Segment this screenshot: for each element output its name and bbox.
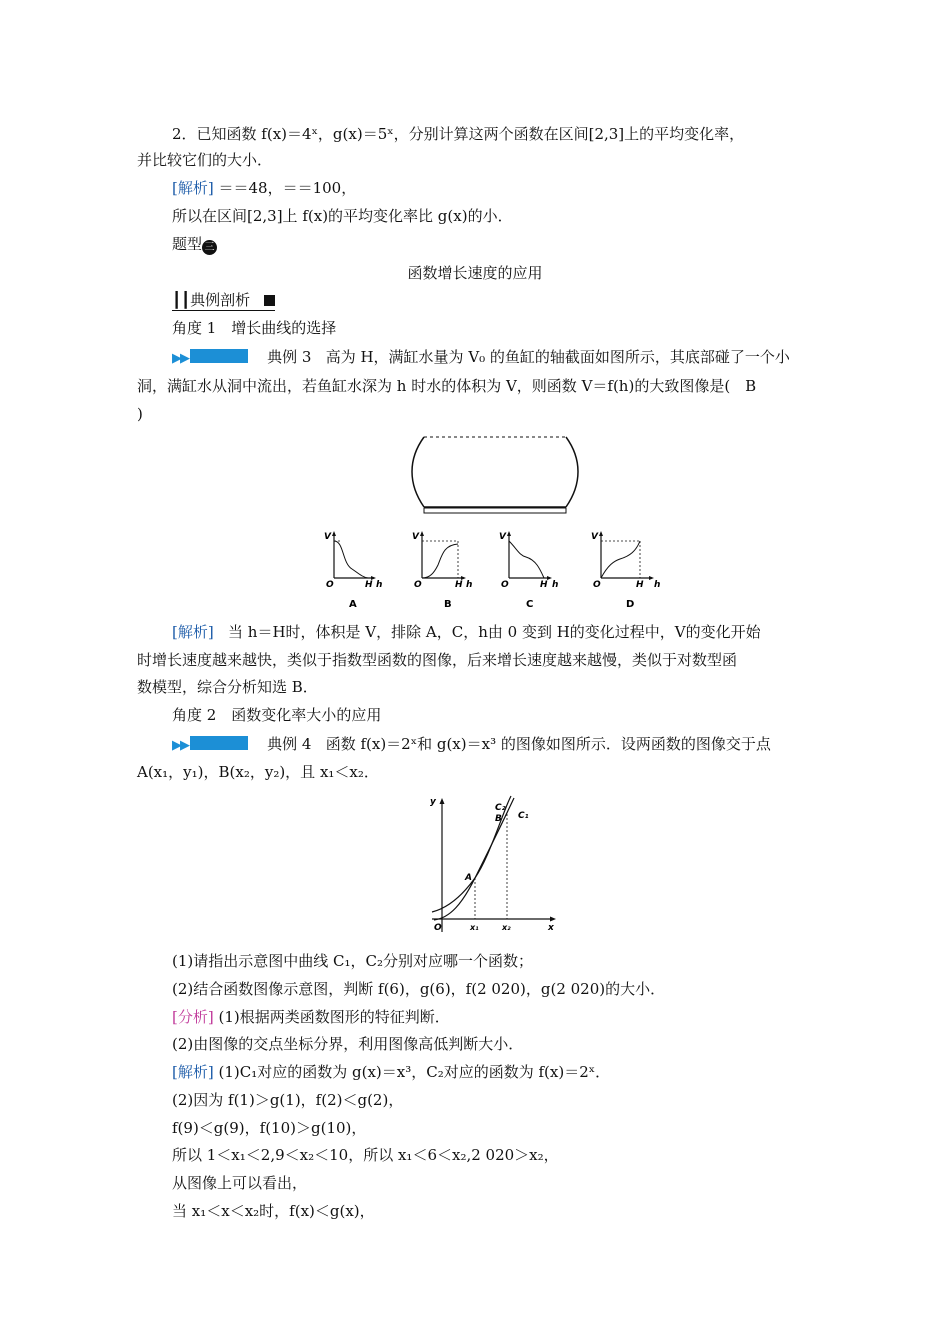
example-analysis-label: 典例剖析 <box>190 291 251 309</box>
origin-label-a: O <box>326 580 334 590</box>
ex3-solution-line2: 时增长速度越来越快，类似于指数型函数的图像，后来增长速度越来越慢，类似于对数型函 <box>137 651 738 669</box>
ex3-line3: ) <box>137 405 143 423</box>
option-b-graph <box>412 531 472 610</box>
ex4-solution-line3: f(9)＜g(9)，f(10)＞g(10)， <box>172 1119 367 1137</box>
ex4-solution-line4: 所以 1＜x₁＜2,9＜x₂＜10，所以 x₁＜6＜x₂,2 020＞x₂， <box>172 1146 559 1164</box>
ex3-line2: 洞，满缸水从洞中流出，若鱼缸水深为 h 时水的体积为 V，则函数 V＝f(h)的大致图像是( B <box>137 377 757 395</box>
axis-h-label-b: h <box>466 580 473 590</box>
ex4-text1: 函数 f(x)＝2ˣ和 g(x)＝x³ 的图像如图所示．设两函数的图像交于点 <box>325 735 771 753</box>
q2-conclusion: 所以在区间[2,3]上 f(x)的平均变化率比 g(x)的小． <box>172 207 513 225</box>
curve-c2-label: C₂ <box>495 803 506 813</box>
ex4-line2: A(x₁，y₁)，B(x₂，y₂)，且 x₁＜x₂． <box>137 763 379 781</box>
square-icon <box>264 295 275 306</box>
x1-tick-label: x₁ <box>470 923 479 932</box>
option-c-graph <box>499 531 558 610</box>
axis-h-label-d: h <box>654 580 661 590</box>
ex3-label: 典例 3 <box>267 348 312 366</box>
graph-x-label: x <box>548 923 554 933</box>
ex3-text1: 高为 H，满缸水量为 V₀ 的鱼缸的轴截面如图所示，其底部碰了一个小 <box>325 348 790 366</box>
double-arrow-icon: ▶▶ <box>172 738 188 753</box>
double-arrow-icon: ▶▶ <box>172 351 188 366</box>
point-a-label: A <box>465 873 472 883</box>
h-cap-label-a: H <box>365 580 373 590</box>
analysis-line2: (2)由图像的交点坐标分界，利用图像高低判断大小． <box>172 1035 524 1053</box>
option-c-label: C <box>526 599 534 610</box>
option-graphs <box>318 525 668 615</box>
example-marker-bar <box>190 349 248 363</box>
intersection-graph <box>420 792 570 942</box>
analysis-line1 <box>172 1006 450 1028</box>
angle1-heading: 角度 1 增长曲线的选择 <box>172 319 337 337</box>
axis-v-label-a: V <box>324 532 331 542</box>
ex4-solution-line2: (2)因为 f(1)＞g(1)，f(2)＜g(2)， <box>172 1091 404 1109</box>
jiexi-tag: [解析] <box>172 179 214 197</box>
example-analysis-heading: ┃┃典例剖析 <box>172 289 275 311</box>
fish-tank-figure <box>410 434 580 516</box>
option-b-label: B <box>444 599 452 610</box>
q2-line1: 2．已知函数 f(x)＝4ˣ，g(x)＝5ˣ，分别计算这两个函数在区间[2,3]上的平均变化率， <box>172 125 745 143</box>
ex4-solution-line5: 从图像上可以看出， <box>172 1174 308 1192</box>
origin-label-b: O <box>414 580 422 590</box>
curve-c1-label: C₁ <box>518 811 529 821</box>
axis-h-label-c: h <box>552 580 559 590</box>
option-a-label: A <box>349 599 357 610</box>
point-b-label: B <box>495 814 502 824</box>
option-d-graph <box>591 531 660 610</box>
example-marker-bar <box>190 736 248 750</box>
x2-tick-label: x₂ <box>502 923 511 932</box>
ex4-solution-line6: 当 x₁＜x＜x₂时，f(x)＜g(x)， <box>172 1202 375 1220</box>
axis-v-label-d: V <box>591 532 598 542</box>
ex4-line1 <box>172 733 771 757</box>
question-type-heading <box>172 233 217 255</box>
option-d-label: D <box>626 599 635 610</box>
question-type-label: 题型 <box>172 235 203 253</box>
q2-solution <box>172 177 356 199</box>
origin-label-d: O <box>593 580 601 590</box>
ex4-solution-text1: (1)C₁对应的函数为 g(x)＝x³，C₂对应的函数为 f(x)＝2ˣ． <box>213 1063 611 1081</box>
analysis-tag: [分析] <box>172 1008 214 1026</box>
h-cap-label-d: H <box>636 580 644 590</box>
section-title: 函数增长速度的应用 <box>407 264 543 282</box>
axis-h-label-a: h <box>376 580 383 590</box>
ex3-solution-text1: 当 h＝H时，体积是 V，排除 A，C，h由 0 变到 H的变化过程中，V的变化开始 <box>228 623 761 641</box>
h-cap-label-b: H <box>455 580 463 590</box>
ex3-solution-line1 <box>172 621 761 643</box>
angle2-heading: 角度 2 函数变化率大小的应用 <box>172 706 382 724</box>
ex4-solution-tag: [解析] <box>172 1063 214 1081</box>
graph-origin-label: O <box>434 923 442 933</box>
q2-line2: 并比较它们的大小． <box>137 151 273 169</box>
ex3-solution-tag: [解析] <box>172 623 214 641</box>
analysis-text1: (1)根据两类函数图形的特征判断． <box>213 1008 450 1026</box>
h-cap-label-c: H <box>540 580 548 590</box>
option-a-graph <box>324 531 382 610</box>
ex4-label: 典例 4 <box>267 735 312 753</box>
ex3-solution-line3: 数模型，综合分析知选 B． <box>137 678 318 696</box>
ex3-line1 <box>172 346 790 370</box>
q2-solution-text: ＝＝48，＝＝100， <box>213 179 357 197</box>
ex4-solution-line1 <box>172 1061 610 1083</box>
axis-v-label-c: V <box>499 532 506 542</box>
ex4-question2: (2)结合函数图像示意图，判断 f(6)，g(6)，f(2 020)，g(2 020)的大小． <box>172 980 666 998</box>
type-number-badge: 三 <box>202 240 217 255</box>
origin-label-c: O <box>501 580 509 590</box>
axis-v-label-b: V <box>412 532 419 542</box>
ex4-question1: (1)请指出示意图中曲线 C₁，C₂分别对应哪一个函数； <box>172 952 533 970</box>
graph-y-label: y <box>430 797 436 807</box>
